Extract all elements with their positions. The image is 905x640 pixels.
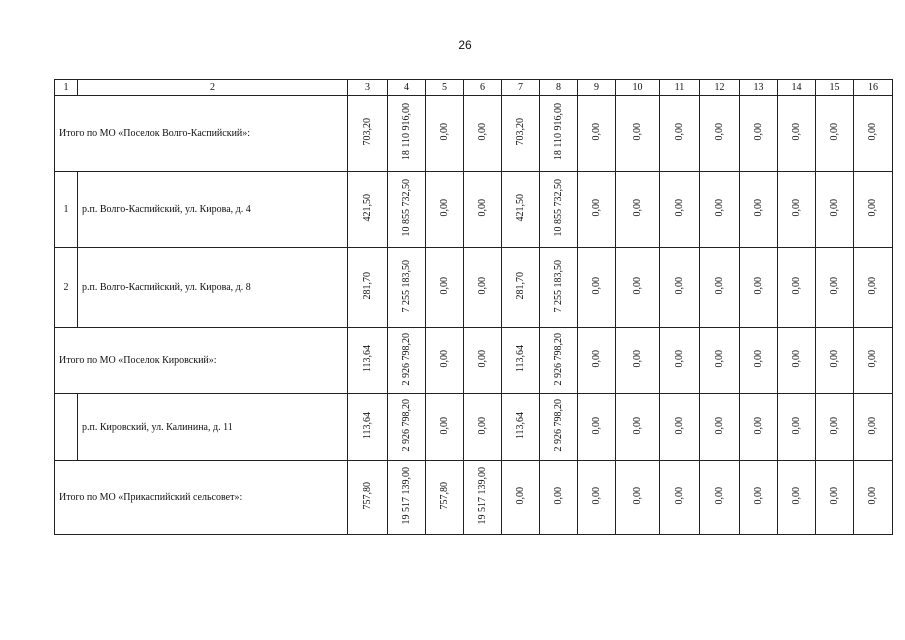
value-cell [740,248,778,328]
value-cell [854,96,893,172]
value-text: 0,00 [752,416,764,435]
value-text: 2 926 798,20 [400,399,412,452]
value-cell [578,461,616,535]
value-cell [464,461,502,535]
value-text: 0,00 [438,416,450,435]
header-cell: 2 [78,80,348,96]
value-text: 0,00 [673,123,685,141]
table-row [55,328,893,394]
value-cell [700,96,740,172]
value-text: 0,00 [752,277,764,295]
value-cell [816,394,854,461]
value-cell [816,328,854,394]
table-row [55,248,893,328]
table-row [55,172,893,248]
value-text: 0,00 [438,350,450,368]
value-text: 10 855 732,50 [400,179,412,237]
data-table [54,79,893,535]
value-cell [426,96,464,172]
value-text: 0,00 [867,123,878,141]
value-cell [616,248,660,328]
value-text: 0,00 [828,199,840,217]
value-text: 0,00 [828,350,840,368]
value-cell [854,248,893,328]
value-cell [740,328,778,394]
value-text: 0,00 [828,416,840,435]
header-cell: 6 [464,80,502,96]
value-cell [578,172,616,248]
value-text: 0,00 [590,199,602,217]
value-cell [660,394,700,461]
value-cell [540,172,578,248]
value-text: 2 926 798,20 [552,399,564,452]
value-cell [464,394,502,461]
value-cell [700,248,740,328]
value-text: 0,00 [752,350,764,368]
value-text: 0,00 [673,350,685,368]
value-text: 0,00 [867,199,878,217]
header-cell: 5 [426,80,464,96]
value-cell [502,328,540,394]
value-text: 0,00 [713,416,725,435]
value-cell [616,172,660,248]
row-name: Итого по МО «Поселок Волго-Каспийский»: [55,96,348,172]
value-text: 421,50 [361,194,373,222]
value-cell [700,328,740,394]
value-text: 703,20 [514,118,526,146]
value-cell [502,248,540,328]
table-row [55,394,893,461]
value-cell [348,461,388,535]
value-cell [616,394,660,461]
value-cell [778,328,816,394]
value-text: 0,00 [790,277,802,295]
header-cell: 3 [348,80,388,96]
value-text: 0,00 [631,416,643,435]
value-text: 113,64 [361,411,373,440]
header-cell: 14 [778,80,816,96]
header-cell: 9 [578,80,616,96]
value-text: 0,00 [752,487,764,505]
value-text: 113,64 [514,411,526,440]
value-text: 0,00 [713,277,725,295]
value-cell [426,394,464,461]
value-text: 0,00 [631,277,643,295]
value-text: 0,00 [438,123,450,141]
value-cell [540,96,578,172]
value-cell [816,248,854,328]
value-cell [348,96,388,172]
value-cell [502,461,540,535]
value-cell [578,248,616,328]
value-text: 0,00 [713,199,725,217]
value-cell [854,461,893,535]
value-text: 0,00 [590,123,602,141]
value-cell [464,328,502,394]
value-cell [700,394,740,461]
value-text: 0,00 [790,199,802,217]
value-text: 421,50 [514,194,526,222]
value-text: 0,00 [828,277,840,295]
value-cell [854,328,893,394]
value-text: 0,00 [790,487,802,505]
value-cell [660,328,700,394]
value-text: 18 110 916,00 [400,103,412,161]
value-cell [740,172,778,248]
value-cell [578,96,616,172]
value-cell [388,461,426,535]
value-text: 0,00 [673,416,685,435]
value-cell [778,172,816,248]
value-cell [502,394,540,461]
value-cell [348,394,388,461]
value-cell [426,172,464,248]
value-text: 0,00 [552,487,564,505]
header-cell: 13 [740,80,778,96]
value-cell [426,328,464,394]
value-text: 0,00 [828,487,840,505]
value-cell [388,328,426,394]
header-cell: 11 [660,80,700,96]
value-cell [778,461,816,535]
value-text: 0,00 [631,487,643,505]
value-text: 0,00 [867,350,878,368]
value-text: 0,00 [631,199,643,217]
value-cell [778,96,816,172]
value-text: 0,00 [438,199,450,217]
value-text: 2 926 798,20 [400,332,412,386]
value-cell [464,172,502,248]
value-cell [578,394,616,461]
value-cell [854,172,893,248]
value-cell [660,461,700,535]
row-number: 1 [55,172,78,248]
header-cell: 10 [616,80,660,96]
value-cell [540,394,578,461]
value-cell [616,328,660,394]
value-text: 0,00 [673,277,685,295]
value-text: 0,00 [673,199,685,217]
header-cell: 8 [540,80,578,96]
value-text: 0,00 [713,487,725,505]
value-text: 0,00 [631,123,643,141]
value-text: 0,00 [867,487,878,505]
value-text: 0,00 [438,277,450,295]
value-text: 0,00 [476,199,488,217]
value-cell [388,172,426,248]
value-text: 2 926 798,20 [552,332,564,386]
value-text: 0,00 [590,487,602,505]
value-text: 0,00 [476,350,488,368]
header-cell: 7 [502,80,540,96]
value-cell [502,96,540,172]
header-row [55,80,893,96]
header-cell: 1 [55,80,78,96]
value-cell [778,248,816,328]
value-text: 19 517 139,00 [400,467,412,525]
value-text: 0,00 [590,350,602,368]
value-text: 757,80 [361,482,373,510]
value-text: 281,70 [514,272,526,300]
value-text: 18 110 916,00 [552,103,564,161]
value-text: 0,00 [790,416,802,435]
value-text: 0,00 [590,416,602,435]
value-cell [740,394,778,461]
value-text: 757,80 [438,482,450,510]
value-cell [348,172,388,248]
value-text: 0,00 [476,123,488,141]
value-text: 7 255 183,50 [552,259,564,313]
value-cell [778,394,816,461]
value-cell [616,461,660,535]
row-name: р.п. Волго-Каспийский, ул. Кирова, д. 4 [78,172,348,248]
value-text: 0,00 [476,277,488,295]
value-cell [854,394,893,461]
value-cell [660,96,700,172]
row-name: р.п. Волго-Каспийский, ул. Кирова, д. 8 [78,248,348,328]
value-text: 0,00 [631,350,643,368]
value-cell [388,96,426,172]
value-cell [700,461,740,535]
row-number: 2 [55,248,78,328]
value-cell [816,96,854,172]
value-cell [348,248,388,328]
page-number: 26 [458,38,472,52]
row-name: Итого по МО «Поселок Кировский»: [55,328,348,394]
value-text: 113,64 [361,345,373,373]
value-text: 0,00 [673,487,685,505]
table-row [55,96,893,172]
value-text: 0,00 [752,199,764,217]
value-cell [426,461,464,535]
value-cell [816,461,854,535]
value-cell [816,172,854,248]
value-text: 10 855 732,50 [552,179,564,237]
value-text: 0,00 [752,123,764,141]
value-text: 0,00 [590,277,602,295]
value-cell [740,96,778,172]
header-cell: 16 [854,80,893,96]
value-text: 0,00 [790,350,802,368]
value-text: 0,00 [867,277,878,295]
value-text: 0,00 [828,123,840,141]
value-cell [700,172,740,248]
value-text: 281,70 [361,272,373,300]
value-cell [660,248,700,328]
value-cell [616,96,660,172]
header-cell: 4 [388,80,426,96]
value-text: 113,64 [514,345,526,373]
row-name: р.п. Кировский, ул. Калинина, д. 11 [78,394,348,461]
value-cell [388,248,426,328]
value-text: 19 517 139,00 [476,467,488,525]
table-row [55,461,893,535]
value-text: 0,00 [867,416,878,435]
value-cell [388,394,426,461]
value-cell [464,248,502,328]
value-cell [540,461,578,535]
row-name: Итого по МО «Прикаспийский сельсовет»: [55,461,348,535]
value-cell [348,328,388,394]
row-number [55,394,78,461]
header-cell: 12 [700,80,740,96]
value-cell [502,172,540,248]
value-text: 7 255 183,50 [400,259,412,313]
value-text: 0,00 [790,123,802,141]
value-text: 0,00 [713,123,725,141]
value-text: 703,20 [361,118,373,146]
value-cell [464,96,502,172]
value-cell [578,328,616,394]
value-cell [660,172,700,248]
value-cell [740,461,778,535]
value-text: 0,00 [713,350,725,368]
value-cell [426,248,464,328]
value-text: 0,00 [476,416,488,435]
value-cell [540,248,578,328]
value-text: 0,00 [514,487,526,505]
header-cell: 15 [816,80,854,96]
value-cell [540,328,578,394]
